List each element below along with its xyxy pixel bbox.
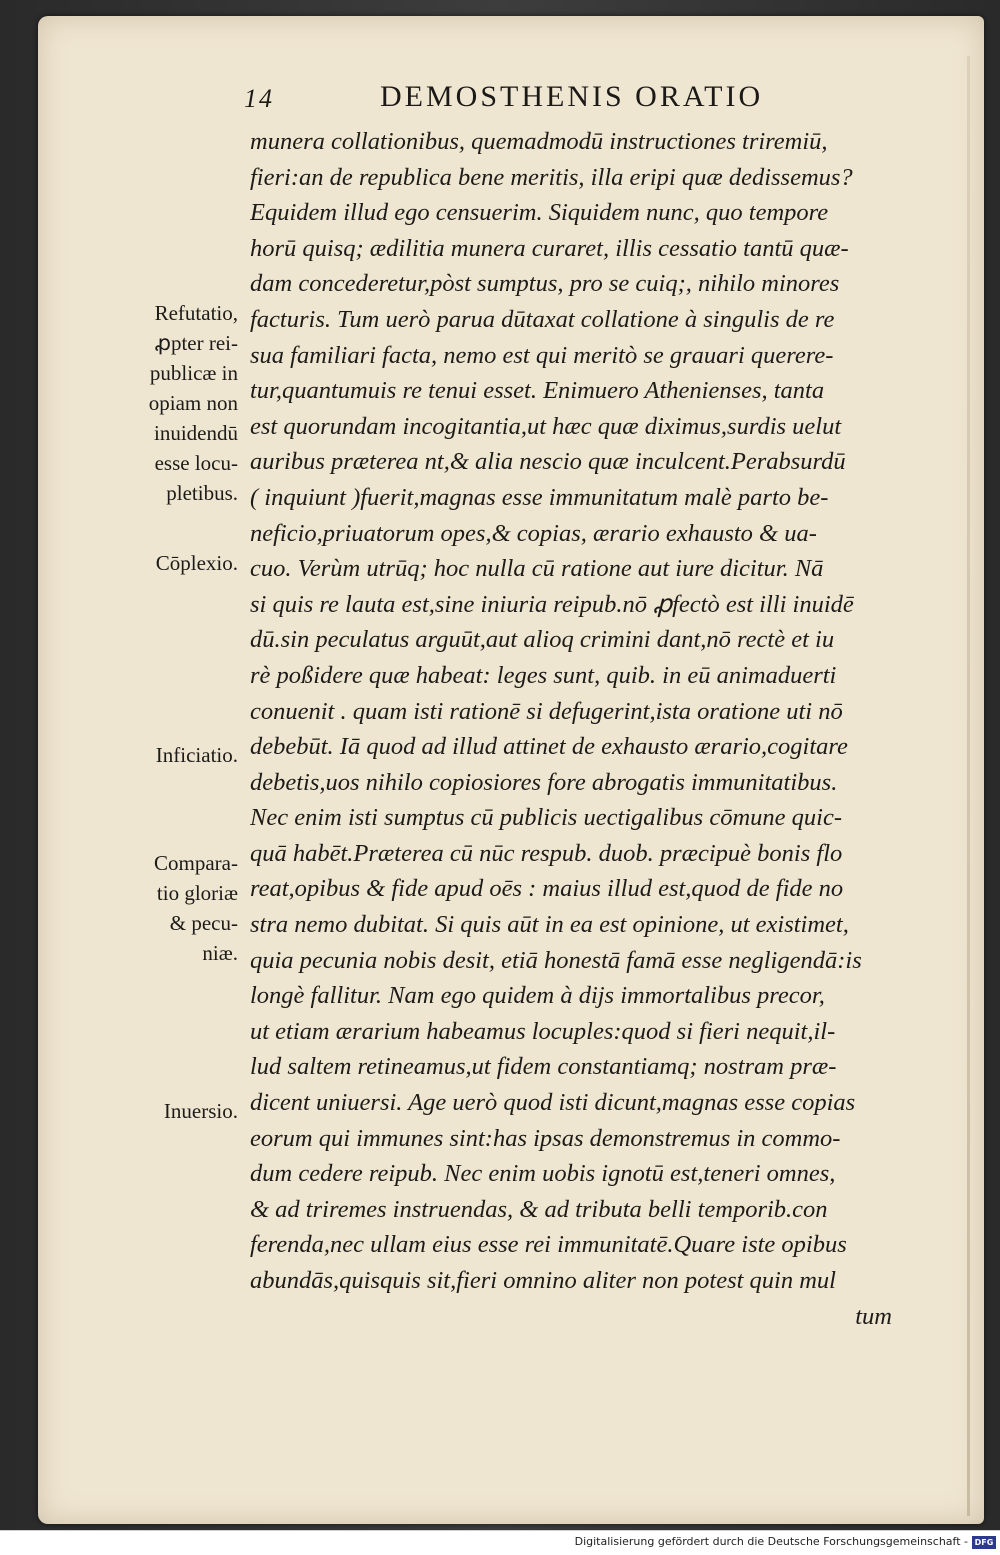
text-line: facturis. Tum uerò parua dūtaxat collatione à singulis de re (250, 305, 835, 333)
margin-note-line: Inuersio. (163, 1099, 238, 1123)
margin-note-line: niæ. (202, 941, 238, 965)
dfg-logo-icon: DFG (972, 1536, 996, 1549)
margin-note-line: Inficiatio. (155, 743, 238, 767)
text-line: stra nemo dubitat. Si quis aūt in ea est opinione, ut existimet, (250, 911, 849, 939)
text-line: debebūt. Iā quod ad illud attinet de exhausto ærario,cogitare (250, 733, 848, 761)
text-line: sua familiari facta, nemo est qui meritò se grauari querere- (250, 341, 834, 369)
margin-note-line: esse locu- (154, 451, 238, 475)
text-line: si quis re lauta est,sine iniuria reipub.nō ꝓfectò est illi inuidē (250, 590, 854, 618)
margin-note-refutatio (98, 298, 238, 508)
text-line: rè poßidere quæ habeat: leges sunt, quib. in eū animaduerti (250, 661, 837, 689)
margin-note-line: & pecu- (169, 911, 238, 935)
text-line: & ad triremes instruendas, & ad tributa belli temporib.con (250, 1195, 828, 1223)
text-line: abundās,quisquis sit,fieri omnino aliter non potest quin mul (250, 1267, 836, 1294)
catchword: tum (855, 1302, 892, 1330)
margin-note-line: publicæ in (149, 361, 238, 385)
margin-note-comparatio (98, 848, 238, 968)
margin-notes (0, 0, 250, 1500)
text-line: lud saltem retineamus,ut fidem constantiamq; nostram præ- (250, 1053, 837, 1081)
margin-note-line: Refutatio, (154, 301, 238, 325)
text-line: horū quisq; ædilitia munera curaret, illis cessatio tantū quæ- (250, 234, 849, 262)
text-line: quia pecunia nobis desit, etiā honestā famā esse negligendā:is (250, 946, 862, 974)
footer-credit: Digitalisierung gefördert durch die Deutsche Forschungsgemeinschaft - (574, 1535, 968, 1548)
margin-note-inficiatio (98, 740, 238, 770)
text-line: conuenit . quam isti rationē si defugerint,ista oratione uti nō (250, 697, 843, 725)
text-line: longè fallitur. Nam ego quidem à dijs immortalibus precor, (250, 982, 825, 1010)
page-header (240, 80, 800, 124)
margin-note-line: Compara- (154, 851, 238, 875)
text-line: Nec enim isti sumptus cū publicis uectigalibus cōmune quic- (250, 804, 842, 832)
text-line: munera collationibus, quemadmodū instructiones triremiū, (250, 128, 828, 155)
page-number: 14 (244, 84, 274, 113)
text-line: neficio,priuatorum opes,& copias, ærario exhausto & ua- (250, 519, 817, 547)
text-line: fieri:an de republica bene meritis, illa eripi quæ dedissemus? (250, 163, 853, 191)
text-line: cuo. Verùm utrūq; hoc nulla cū ratione aut iure dicitur. Nā (250, 555, 824, 583)
text-line: dū.sin peculatus arguūt,aut alioq crimini dant,nō rectè et iu (250, 626, 835, 654)
text-line: eorum qui immunes sint:has ipsas demonstremus in commo- (250, 1124, 841, 1152)
margin-note-complexio (98, 548, 238, 578)
margin-note-line: pletibus. (166, 481, 238, 505)
text-line: dam concederetur,pòst sumptus, pro se cuiq;, nihilo minores (250, 270, 840, 298)
margin-note-line: Cōplexio. (155, 551, 238, 575)
margin-note-line: ꝓpter rei- (154, 331, 238, 355)
margin-note-inuersio (98, 1096, 238, 1126)
text-line: quā habēt.Præterea cū nūc respub. duob. præcipuè bonis flo (250, 839, 843, 867)
text-line: est quorundam incogitantia,ut hæc quæ diximus,surdis uelut (250, 412, 842, 440)
text-line: Equidem illud ego censuerim. Siquidem nunc, quo tempore (250, 199, 829, 227)
footer-bar (0, 1530, 1000, 1555)
text-line: ( inquiunt )fuerit,magnas esse immunitatum malè parto be- (250, 483, 829, 511)
text-line: dicent uniuersi. Age uerò quod isti dicunt,magnas esse copias (250, 1089, 856, 1117)
margin-note-line: inuidendū (154, 421, 238, 445)
text-line: auribus præterea nt,& alia nescio quæ inculcent.Perabsurdū (250, 448, 846, 476)
margin-note-line: opiam non (148, 391, 238, 415)
page-edge (967, 56, 970, 1516)
text-line: ferenda,nec ullam eius esse rei immunitatē.Quare iste opibus (250, 1231, 847, 1259)
running-title: DEMOSTHENIS ORATIO (380, 80, 764, 113)
margin-note-line: tio gloriæ (156, 881, 238, 905)
text-line: debetis,uos nihilo copiosiores fore abrogatis immunitatibus. (250, 768, 838, 796)
text-line: reat,opibus & fide apud oēs : maius illud est,quod de fide no (250, 875, 844, 903)
text-line: tur,quantumuis re tenui esset. Enimuero Athenienses, tanta (250, 377, 825, 405)
body-text (250, 124, 910, 1334)
text-line: ut etiam ærarium habeamus locuples:quod si fieri nequit,il- (250, 1017, 836, 1045)
text-line: dum cedere reipub. Nec enim uobis ignotū est,teneri omnes, (250, 1160, 836, 1188)
